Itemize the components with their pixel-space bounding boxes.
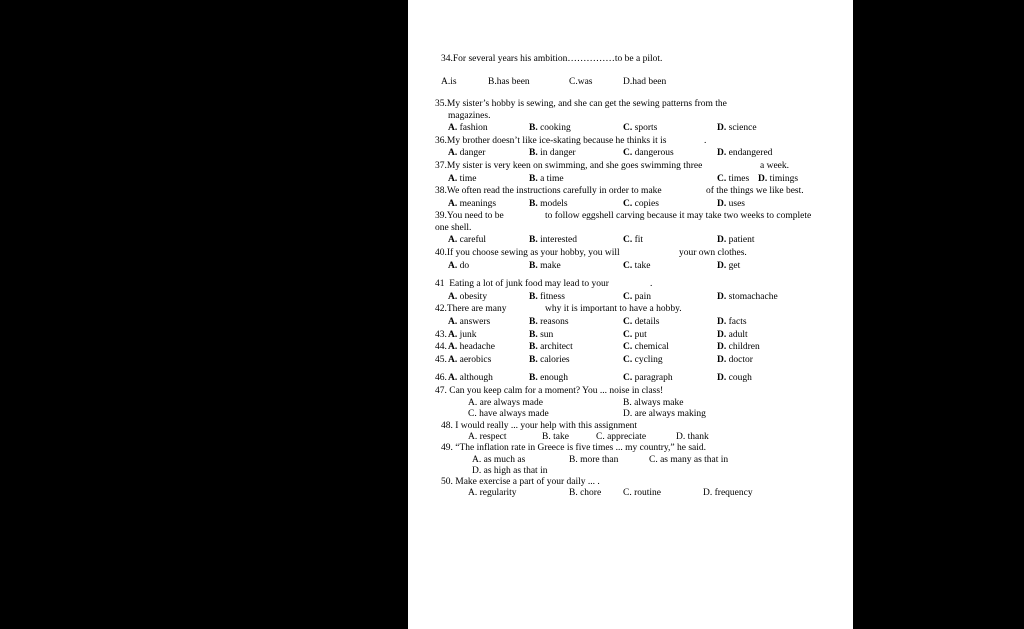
option: C. as many as that in (649, 455, 729, 465)
question-35-stem: 35.My sister’s hobby is sewing, and she can get the sewing patterns from the (435, 99, 727, 109)
question-43: 43. A. junk B. sun C. put D. adult (435, 330, 748, 340)
question-35-stem-continued: magazines. (448, 111, 491, 121)
option: B.has been (488, 77, 530, 87)
option: C. routine (623, 488, 661, 498)
question-41-stem: 41 Eating a lot of junk food may lead to your (435, 279, 609, 289)
question-38-stem: 38.We often read the instructions carefully in order to make (435, 186, 662, 196)
option: B. always make (623, 398, 684, 408)
option: D. are always making (623, 409, 706, 419)
question-42-stem-end: why it is important to have a hobby. (545, 304, 682, 314)
question-40-options: A. do B. make C. take D. get (448, 261, 741, 271)
question-44: 44. A. headache B. architect C. chemical D. children (435, 342, 760, 352)
option: A. are always made (468, 398, 543, 408)
question-36-stem: 36.My brother doesn’t like ice-skating because he thinks it is (435, 136, 667, 146)
document-page (408, 0, 853, 629)
option: D. thank (676, 432, 709, 442)
question-37-options: A. time B. a time C. times D. timings (448, 174, 799, 184)
question-37-stem: 37.My sister is very keen on swimming, and she goes swimming three (435, 161, 703, 171)
question-39-stem: 39.You need to be (435, 211, 504, 221)
question-39-options: A. careful B. interested C. fit D. patient (448, 235, 755, 245)
question-49-stem: 49. “The inflation rate in Greece is five times ... my country,” he said. (441, 443, 707, 453)
question-41-options: A. obesity B. fitness C. pain D. stomachache (448, 292, 778, 302)
question-50-options (468, 488, 838, 499)
question-46: 46. A. although B. enough C. paragraph D. cough (435, 373, 752, 383)
question-40-stem-end: your own clothes. (679, 248, 747, 258)
question-50-stem: 50. Make exercise a part of your daily ... . (441, 477, 600, 487)
question-47-options-row1 (468, 398, 838, 409)
question-35-options: A. fashion B. cooking C. sports D. science (448, 123, 757, 133)
question-42-options: A. answers B. reasons C. details D. facts (448, 317, 747, 327)
question-41-stem-end: . (650, 279, 653, 289)
question-38-stem-end: of the things we like best. (706, 186, 804, 196)
question-36-options: A. danger B. in danger C. dangerous D. endangered (448, 148, 773, 158)
option: A.is (441, 77, 457, 87)
question-49-options-row1 (472, 455, 842, 466)
option: C. have always made (468, 409, 549, 419)
question-48-options (468, 432, 838, 443)
option: B. take (542, 432, 569, 442)
question-40-stem: 40.If you choose sewing as your hobby, you will (435, 248, 620, 258)
option: D.had been (623, 77, 667, 87)
option: C. appreciate (596, 432, 647, 442)
question-34-stem: 34.For several years his ambition……………to be a pilot. (441, 54, 663, 64)
question-36-stem-end: . (704, 136, 707, 146)
option: C.was (569, 77, 593, 87)
question-number: 35. (435, 99, 447, 109)
option: D. frequency (703, 488, 753, 498)
question-37-stem-end: a week. (760, 161, 790, 171)
question-47-stem: 47. Can you keep calm for a moment? You ... noise in class! (435, 386, 664, 396)
option: A. as much as (472, 455, 526, 465)
question-47-options-row2 (468, 409, 838, 420)
question-39-stem-continued: one shell. (435, 223, 472, 233)
question-34-options (441, 77, 841, 88)
option: A. respect (468, 432, 507, 442)
question-49-options-row2: D. as high as that in (472, 466, 548, 476)
option: B. chore (569, 488, 602, 498)
question-45: 45. A. aerobics B. calories C. cycling D. doctor (435, 355, 753, 365)
question-48-stem: 48. I would really ... your help with this assignment (441, 421, 638, 431)
question-38-options: A. meanings B. models C. copies D. uses (448, 199, 745, 209)
question-42-stem: 42.There are many (435, 304, 507, 314)
option: A. regularity (468, 488, 517, 498)
question-39-stem-end: to follow eggshell carving because it may take two weeks to complete (545, 211, 812, 221)
option: B. more than (569, 455, 619, 465)
